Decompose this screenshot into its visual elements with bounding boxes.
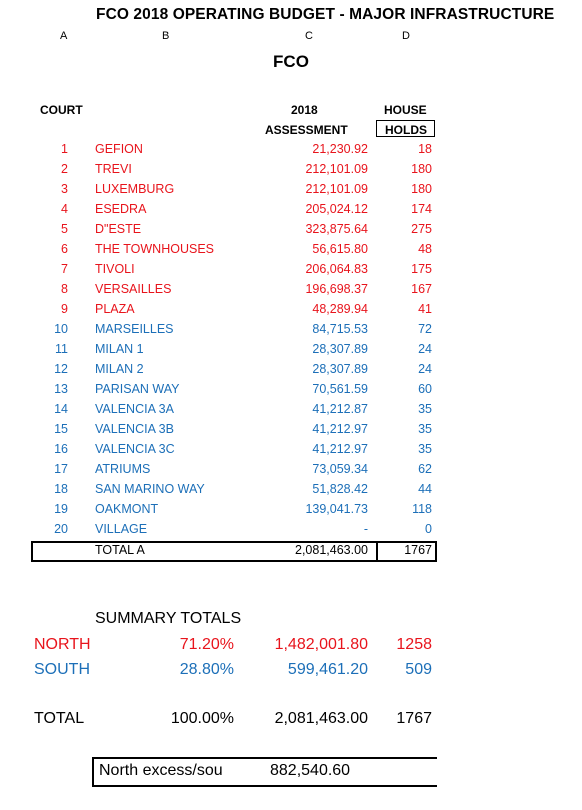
- court-name: ESEDRA: [95, 202, 147, 216]
- table-row: [0, 340, 582, 360]
- court-number: 2: [61, 162, 68, 176]
- court-name: THE TOWNHOUSES: [95, 242, 214, 256]
- court-number: 1: [61, 142, 68, 156]
- court-households: 44: [418, 482, 432, 496]
- court-households: 180: [411, 162, 432, 176]
- court-number: 20: [54, 522, 68, 536]
- table-row: [0, 420, 582, 440]
- court-households: 35: [418, 422, 432, 436]
- court-households: 180: [411, 182, 432, 196]
- column-letter-c: C: [305, 30, 313, 42]
- court-number: 4: [61, 202, 68, 216]
- court-assessment: 21,230.92: [312, 142, 368, 156]
- summary-total-label: TOTAL: [34, 710, 85, 727]
- court-assessment: 212,101.09: [305, 162, 368, 176]
- summary-south-pct: 28.80%: [179, 661, 234, 678]
- summary-north-households: 1258: [396, 636, 432, 653]
- court-name: OAKMONT: [95, 502, 159, 516]
- table-row: [0, 140, 582, 160]
- table-row: [0, 460, 582, 480]
- court-name: SAN MARINO WAY: [95, 482, 205, 496]
- court-assessment: 41,212.97: [312, 442, 368, 456]
- court-number: 18: [54, 482, 68, 496]
- court-name: VALENCIA 3C: [95, 442, 175, 456]
- sheet-subtitle: FCO: [273, 52, 309, 71]
- court-number: 5: [61, 222, 68, 236]
- header-year: 2018: [291, 103, 318, 117]
- table-row: [0, 300, 582, 320]
- court-households: 24: [418, 342, 432, 356]
- total-assessment: 2,081,463.00: [295, 543, 368, 557]
- table-row: [0, 480, 582, 500]
- court-name: MILAN 1: [95, 342, 144, 356]
- court-households: 167: [411, 282, 432, 296]
- table-row: [0, 320, 582, 340]
- court-assessment: 48,289.94: [312, 302, 368, 316]
- court-assessment: 70,561.59: [312, 382, 368, 396]
- court-number: 9: [61, 302, 68, 316]
- column-letter-a: A: [60, 30, 68, 42]
- court-households: 175: [411, 262, 432, 276]
- court-number: 10: [54, 322, 68, 336]
- sheet-title: FCO 2018 OPERATING BUDGET - MAJOR INFRASTRUCTURE: [96, 6, 555, 23]
- court-households: 35: [418, 402, 432, 416]
- summary-north-label: NORTH: [34, 636, 91, 653]
- court-households: 60: [418, 382, 432, 396]
- court-households: 118: [412, 502, 432, 516]
- table-row: [0, 360, 582, 380]
- court-households: 24: [418, 362, 432, 376]
- summary-total-pct: 100.00%: [170, 710, 234, 727]
- court-name: VALENCIA 3A: [95, 402, 174, 416]
- column-letter-b: B: [162, 30, 170, 42]
- summary-south-label: SOUTH: [34, 661, 90, 678]
- table-row: [0, 280, 582, 300]
- summary-total-households: 1767: [396, 710, 432, 727]
- court-assessment: 28,307.89: [312, 362, 368, 376]
- court-name: PLAZA: [95, 302, 135, 316]
- summary-north-pct: 71.20%: [179, 636, 234, 653]
- table-row: [0, 160, 582, 180]
- table-row: [0, 220, 582, 240]
- court-name: LUXEMBURG: [95, 182, 175, 196]
- court-name: GEFION: [95, 142, 143, 156]
- court-name: ATRIUMS: [95, 462, 151, 476]
- court-households: 41: [418, 302, 432, 316]
- court-assessment: 56,615.80: [312, 242, 368, 256]
- header-holds: HOLDS: [385, 123, 427, 137]
- court-assessment: 41,212.87: [312, 402, 368, 416]
- court-number: 11: [55, 342, 68, 356]
- header-house: HOUSE: [384, 103, 427, 117]
- court-name: PARISAN WAY: [95, 382, 180, 396]
- court-assessment: 205,024.12: [305, 202, 368, 216]
- court-name: MILAN 2: [95, 362, 144, 376]
- table-row: [0, 520, 582, 540]
- court-name: VERSAILLES: [95, 282, 172, 296]
- court-number: 15: [54, 422, 68, 436]
- court-assessment: 196,698.37: [305, 282, 368, 296]
- total-label: TOTAL A: [95, 543, 145, 557]
- court-assessment: 206,064.83: [305, 262, 368, 276]
- court-number: 6: [61, 242, 68, 256]
- court-name: TIVOLI: [95, 262, 135, 276]
- summary-north-amount: 1,482,001.80: [274, 636, 368, 653]
- header-assessment: ASSESSMENT: [265, 123, 348, 137]
- table-row: [0, 440, 582, 460]
- court-assessment: 139,041.73: [305, 502, 368, 516]
- court-assessment: -: [363, 522, 368, 536]
- summary-south-amount: 599,461.20: [287, 661, 368, 678]
- summary-south-households: 509: [405, 661, 432, 678]
- summary-total-amount: 2,081,463.00: [274, 710, 368, 727]
- court-assessment: 51,828.42: [312, 482, 368, 496]
- court-households: 174: [411, 202, 432, 216]
- total-row-divider: [376, 541, 378, 562]
- court-number: 17: [54, 462, 68, 476]
- court-name: D"ESTE: [95, 222, 142, 236]
- table-row: [0, 400, 582, 420]
- court-name: MARSEILLES: [95, 322, 174, 336]
- court-number: 19: [54, 502, 68, 516]
- table-row: [0, 260, 582, 280]
- court-households: 62: [418, 462, 432, 476]
- court-name: VILLAGE: [95, 522, 148, 536]
- court-assessment: 73,059.34: [312, 462, 368, 476]
- court-households: 35: [418, 442, 432, 456]
- court-assessment: 84,715.53: [312, 322, 368, 336]
- court-name: TREVI: [95, 162, 132, 176]
- table-row: [0, 500, 582, 520]
- summary-title: SUMMARY TOTALS: [95, 610, 242, 627]
- court-number: 7: [61, 262, 68, 276]
- table-row: [0, 240, 582, 260]
- total-households: 1767: [404, 543, 432, 557]
- court-households: 0: [425, 522, 432, 536]
- court-number: 8: [61, 282, 68, 296]
- court-number: 3: [61, 182, 68, 196]
- court-assessment: 28,307.89: [312, 342, 368, 356]
- court-assessment: 212,101.09: [305, 182, 368, 196]
- table-row: [0, 180, 582, 200]
- excess-label: North excess/sou: [99, 762, 223, 779]
- court-name: VALENCIA 3B: [95, 422, 174, 436]
- court-assessment: 41,212.97: [312, 422, 368, 436]
- court-households: 48: [418, 242, 432, 256]
- column-letter-d: D: [402, 30, 410, 42]
- excess-amount: 882,540.60: [270, 762, 351, 779]
- court-households: 18: [418, 142, 432, 156]
- court-number: 16: [54, 442, 68, 456]
- court-assessment: 323,875.64: [305, 222, 368, 236]
- court-households: 72: [418, 322, 432, 336]
- table-row: [0, 200, 582, 220]
- header-court: COURT: [40, 103, 83, 117]
- court-number: 13: [54, 382, 68, 396]
- court-number: 14: [54, 402, 68, 416]
- court-number: 12: [54, 362, 68, 376]
- table-row: [0, 380, 582, 400]
- court-households: 275: [411, 222, 432, 236]
